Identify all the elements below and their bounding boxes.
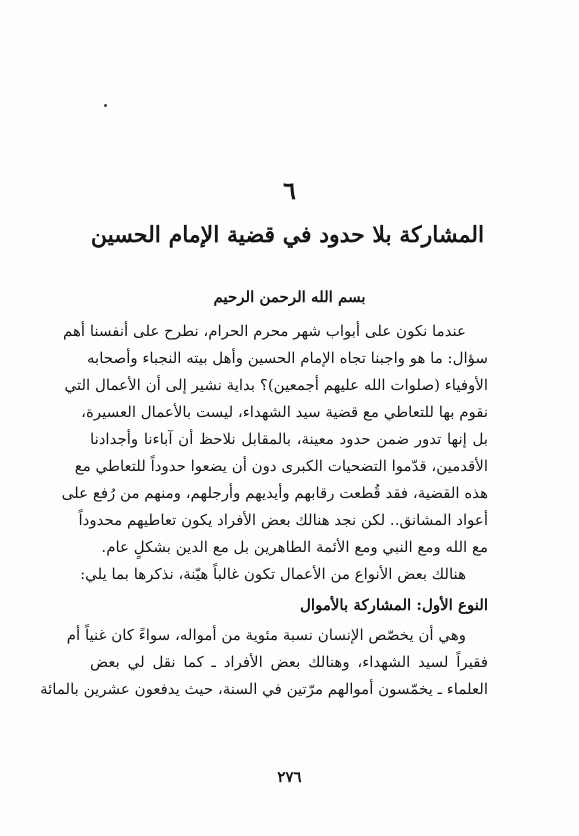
- paragraph-line: عندما نكون على أبواب شهر محرم الحرام، نطرح على أنفسنا أهم: [62, 322, 466, 340]
- paragraph-line: سؤال: ما هو واجبنا تجاه الإمام الحسين وأهل بيته النجباء وأصحابه: [86, 349, 488, 367]
- paragraph-line: بل إنها تدور ضمن حدود معينة، بالمقابل نلاحظ أن آباءنا وأجدادنا: [90, 430, 488, 448]
- paragraph-line: مع الله ومع النبي ومع الأئمة الطاهرين بل مع الدين بشكلٍ عام.: [101, 538, 488, 556]
- paragraph-line: هنالك بعض الأنواع من الأعمال تكون غالباً هيّنة، نذكرها بما يلي:: [80, 565, 466, 583]
- chapter-number: ٦: [283, 176, 296, 205]
- paragraph-line: نقوم بها للتعاطي مع قضية سيد الشهداء، ليست بالأعمال العسيرة،: [81, 403, 488, 421]
- paragraph-line: هذه القضية، فقد قُطعت رقابهم وأيديهم وأرجلهم، ومنهم من رُفع على: [61, 484, 488, 502]
- page-number: ٢٧٦: [277, 768, 302, 786]
- paragraph-line: أعواد المشانق.. لكن نجد هنالك بعض الأفراد يكون تعاطيهم محدوداً: [78, 511, 488, 529]
- paragraph-line: الأقدمين، قدّموا التضحيات الكبرى دون أن يضعوا حدوداً للتعاطي مع: [74, 457, 488, 475]
- basmala: بسم الله الرحمن الرحيم: [213, 288, 366, 306]
- paragraph-line: فقيراً لسيد الشهداء، وهنالك بعض الأفراد ـ كما نقل لي بعض: [90, 653, 488, 671]
- body-text: [40, 318, 488, 703]
- chapter-title: المشاركة بلا حدود في قضية الإمام الحسين: [90, 222, 485, 248]
- paragraph-line: الأوفياء (صلوات الله عليهم أجمعين)؟ بداية نشير إلى أن الأعمال التي: [64, 376, 488, 394]
- section-subheading: النوع الأول: المشاركة بالأموال: [300, 596, 488, 614]
- paragraph-line: العلماء ـ يخمّسون أموالهم مرّتين في السنة، حيث يدفعون عشرين بالمائة: [40, 680, 488, 698]
- scan-speck: [104, 104, 107, 107]
- paragraph-line: وهي أن يخصّص الإنسان نسبة مئوية من أمواله، سواءً كان غنياً أم: [66, 626, 466, 644]
